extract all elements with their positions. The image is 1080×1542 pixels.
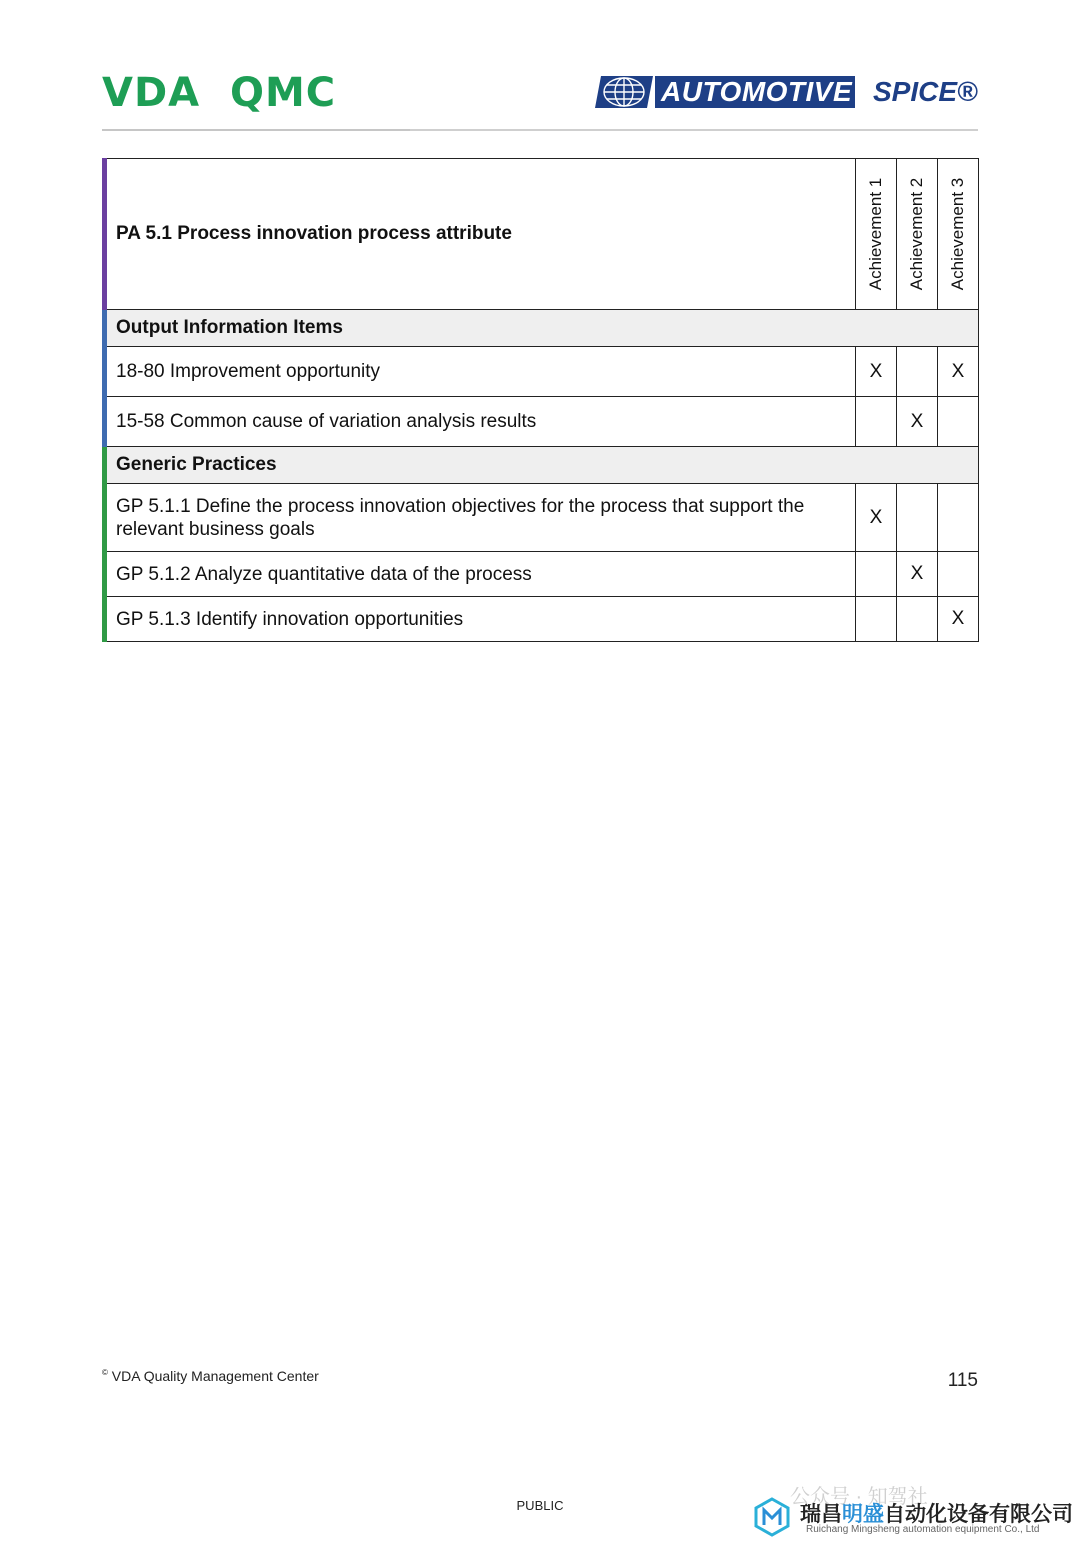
achievement-1-header: Achievement 1 <box>856 159 897 310</box>
achievement-mark: X <box>856 347 897 397</box>
row-label: GP 5.1.1 Define the process innovation objectives for the process that support the relevant business goals <box>105 484 856 552</box>
achievement-mark: X <box>897 552 938 597</box>
achievement-mark <box>897 347 938 397</box>
table-row <box>105 484 979 552</box>
page-number: 115 <box>947 1370 978 1391</box>
table-row <box>105 347 979 397</box>
row-label: 15-58 Common cause of variation analysis results <box>105 397 856 447</box>
achievement-mark <box>897 597 938 642</box>
vda-qmc-logo: VDA QMC <box>102 70 337 116</box>
achievement-2-header: Achievement 2 <box>897 159 938 310</box>
table-row <box>105 597 979 642</box>
achievement-mark: X <box>938 347 979 397</box>
company-logo-icon <box>752 1497 792 1537</box>
achievement-mark <box>938 397 979 447</box>
spice-logo-suffix: SPICE® <box>873 76 978 107</box>
section-label: Generic Practices <box>105 447 979 484</box>
achievement-mark <box>856 597 897 642</box>
footer-copyright <box>102 1368 319 1384</box>
header-divider-right <box>410 129 978 131</box>
watermark-faded-text: 公众号 · 知驾社 <box>790 1486 928 1508</box>
process-attribute-table <box>102 158 979 642</box>
section-label: Output Information Items <box>105 310 979 347</box>
achievement-mark <box>938 552 979 597</box>
achievement-mark <box>938 484 979 552</box>
table-header-row <box>105 159 979 310</box>
row-label: 18-80 Improvement opportunity <box>105 347 856 397</box>
achievement-mark: X <box>897 397 938 447</box>
section-header-output-items <box>105 310 979 347</box>
achievement-3-header: Achievement 3 <box>938 159 979 310</box>
copyright-symbol: © <box>102 1368 108 1377</box>
section-header-generic-practices <box>105 447 979 484</box>
copyright-text: VDA Quality Management Center <box>111 1368 319 1384</box>
achievement-mark <box>856 552 897 597</box>
row-label: GP 5.1.2 Analyze quantitative data of the process <box>105 552 856 597</box>
achievement-mark: X <box>938 597 979 642</box>
automotive-spice-logo <box>595 76 980 110</box>
spice-logo-word: AUTOMOTIVE <box>655 76 855 108</box>
achievement-mark: X <box>856 484 897 552</box>
table-title: PA 5.1 Process innovation process attribute <box>105 159 856 310</box>
row-label: GP 5.1.3 Identify innovation opportunities <box>105 597 856 642</box>
achievement-mark <box>897 484 938 552</box>
header-divider-left <box>102 129 410 131</box>
table-row <box>105 552 979 597</box>
table-row <box>105 397 979 447</box>
achievement-mark <box>856 397 897 447</box>
globe-icon <box>595 76 653 108</box>
classification-label: PUBLIC <box>516 1498 564 1513</box>
company-name: 瑞昌明盛自动化设备有限公司 <box>800 1502 1073 1526</box>
company-name-en: Ruichang Mingsheng automation equipment Co., Ltd <box>806 1524 1040 1535</box>
